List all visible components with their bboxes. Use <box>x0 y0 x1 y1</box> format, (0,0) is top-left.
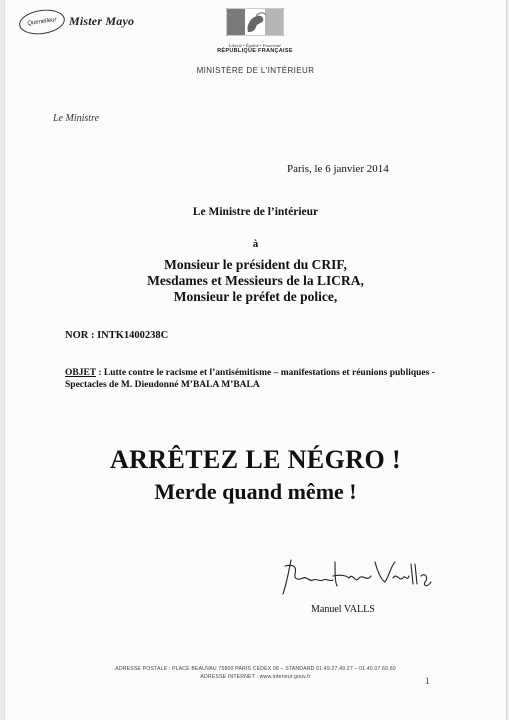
le-ministre-label: Le Ministre <box>53 113 100 124</box>
headline-line-2: Merde quand même ! <box>154 479 357 504</box>
marianne-icon <box>226 8 284 36</box>
objet-text: : Lutte contre le racisme et l’antisémitisme – manifestations et réunions publiques - Spectacles de M. Dieudonné M’BALA M’BALA <box>65 368 435 390</box>
objet-paragraph <box>65 367 445 391</box>
republic-motto: Liberté • Égalité • Fraternité <box>228 43 282 48</box>
headline-line-1: ARRÊTEZ LE NÉGRO ! <box>109 445 402 474</box>
nor-reference: NOR : INTK1400238C <box>65 330 169 341</box>
handwritten-signature <box>277 556 437 602</box>
page-number: 1 <box>425 676 430 686</box>
addressee-line: Monsieur le président du CRIF, <box>164 257 347 272</box>
footer-web-address: ADRESSE INTERNET : www.interieur.gouv.fr <box>200 674 311 680</box>
sender: Le Ministre de l’intérieur <box>192 206 319 218</box>
objet-label: OBJET <box>65 368 96 378</box>
signer-name: Manuel VALLS <box>311 604 375 615</box>
stamp-text: Quenelleur <box>27 16 57 28</box>
letter-date: Paris, le 6 janvier 2014 <box>287 163 389 175</box>
republic-name: RÉPUBLIQUE FRANÇAISE <box>217 48 293 54</box>
recipient-preposition: à <box>252 238 259 250</box>
marianne-logo <box>215 8 295 60</box>
brand-mark: Mister Mayo <box>69 14 135 28</box>
ministry-header: MINISTÈRE DE L'INTÉRIEUR <box>196 66 315 75</box>
quenelleur-stamp <box>18 7 67 37</box>
letter-page <box>4 0 507 720</box>
addressee-line: Monsieur le préfet de police, <box>173 289 338 304</box>
addressee-list <box>5 257 506 305</box>
addressee-line: Mesdames et Messieurs de la LICRA, <box>147 273 364 288</box>
footer-postal-address: ADRESSE POSTALE : PLACE BEAUVAU 75800 PARIS CEDEX 08 – STANDARD 01.49.27.49.27 – 01.40.07.60.60 <box>115 666 396 672</box>
